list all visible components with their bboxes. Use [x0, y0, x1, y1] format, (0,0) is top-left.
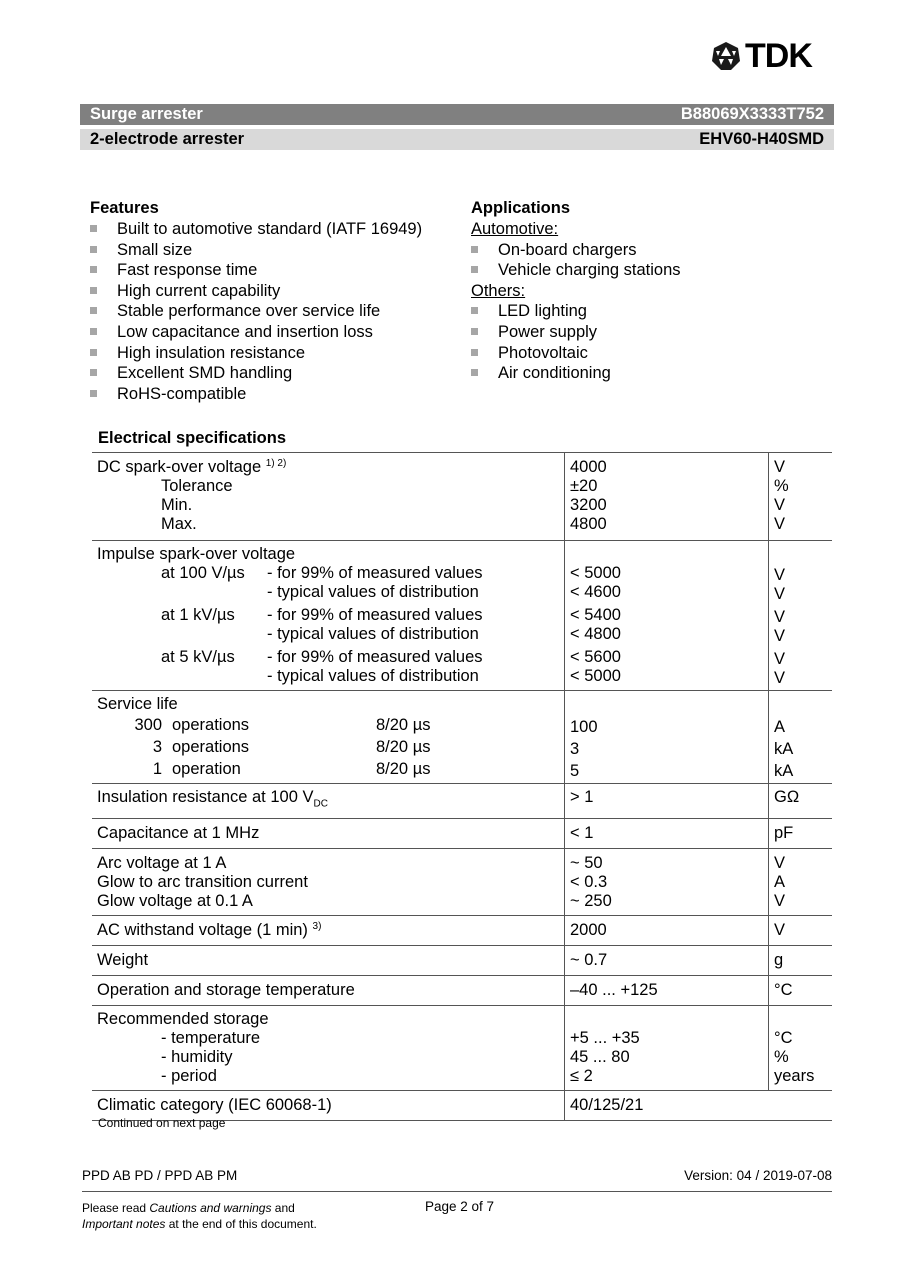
service-count: 3 — [152, 738, 162, 756]
bullet-square-icon — [471, 246, 478, 253]
service-ops: operations — [172, 716, 250, 734]
impulse-row-label — [97, 625, 564, 644]
impulse-value: < 5000 — [570, 667, 621, 685]
service-wave: 8/20 µs — [376, 716, 431, 734]
tdk-logo-icon — [711, 41, 741, 71]
bullet-square-icon — [90, 246, 97, 253]
storage-row-label: - humidity — [161, 1048, 233, 1067]
bullet-square-icon — [90, 328, 97, 335]
storage-label: Recommended storage — [97, 1010, 269, 1029]
dc-max-unit: V — [774, 515, 786, 533]
dc-unit: V — [774, 458, 786, 476]
arc-label: Arc voltage at 1 A — [97, 854, 227, 873]
dc-tolerance-label: Tolerance — [161, 477, 233, 495]
storage-row-label: - period — [161, 1067, 217, 1086]
bullet-square-icon — [90, 287, 97, 294]
bullet-square-icon — [471, 307, 478, 314]
storage-value: 45 ... 80 — [570, 1048, 630, 1067]
footer-note-and: and — [271, 1201, 295, 1215]
service-wave: 8/20 µs — [376, 760, 431, 778]
features-section — [90, 197, 422, 404]
table-row-impulse — [92, 541, 832, 691]
dc-value: 4000 — [570, 458, 607, 476]
impulse-value: < 4600 — [570, 583, 621, 601]
impulse-row-label — [97, 606, 564, 625]
impulse-desc: - typical values of distribution — [267, 625, 479, 643]
impulse-desc: - for 99% of measured values — [267, 564, 483, 582]
feature-item-text: Fast response time — [117, 261, 258, 280]
feature-item — [90, 260, 422, 281]
weight-label: Weight — [92, 946, 565, 976]
weight-value: ~ 0.7 — [565, 946, 769, 976]
service-row-label — [97, 736, 564, 758]
service-row-label — [97, 758, 564, 780]
service-row-label — [97, 714, 564, 736]
footer-note — [82, 1200, 317, 1232]
application-item-text: Power supply — [498, 322, 598, 341]
feature-item — [90, 281, 422, 302]
service-value: 5 — [570, 762, 580, 780]
storage-value: ≤ 2 — [570, 1067, 593, 1086]
bullet-square-icon — [90, 369, 97, 376]
service-unit: kA — [774, 762, 794, 780]
insulation-value: > 1 — [565, 784, 769, 819]
table-row-weight — [92, 946, 832, 976]
impulse-row-label — [97, 648, 564, 667]
impulse-rate: at 100 V/µs — [161, 564, 245, 582]
dc-max-label: Max. — [161, 515, 197, 533]
application-item — [471, 301, 681, 322]
footer-note-post: at the end of this document. — [165, 1217, 317, 1231]
insulation-label: Insulation resistance at 100 V — [97, 788, 314, 806]
impulse-value: < 4800 — [570, 625, 621, 643]
storage-unit: years — [774, 1067, 815, 1086]
bullet-square-icon — [90, 390, 97, 397]
cautions-link: Cautions and warnings — [149, 1201, 272, 1215]
weight-unit: g — [769, 946, 833, 976]
important-notes-link: Important notes — [82, 1217, 166, 1231]
arc-label: Glow voltage at 0.1 A — [97, 892, 253, 911]
application-item — [471, 363, 681, 384]
bullet-square-icon — [90, 349, 97, 356]
application-item — [471, 322, 681, 343]
service-ops: operations — [172, 738, 250, 756]
header-bar-product — [80, 104, 834, 125]
applications-title: Applications — [471, 199, 571, 217]
impulse-value: < 5600 — [570, 648, 621, 666]
feature-item-text: Low capacitance and insertion loss — [117, 322, 373, 341]
tdk-logo — [711, 37, 812, 75]
feature-item — [90, 322, 422, 343]
impulse-desc: - for 99% of measured values — [267, 648, 483, 666]
feature-item-text: High insulation resistance — [117, 343, 306, 362]
storage-row-label: - temperature — [161, 1029, 261, 1048]
impulse-desc: - typical values of distribution — [267, 583, 479, 601]
temp-value: –40 ... +125 — [565, 976, 769, 1006]
temp-label: Operation and storage temperature — [92, 976, 565, 1006]
service-count: 1 — [152, 760, 162, 778]
bullet-square-icon — [90, 266, 97, 273]
feature-item-text: Excellent SMD handling — [117, 364, 293, 383]
bullet-square-icon — [90, 307, 97, 314]
temp-unit: °C — [769, 976, 833, 1006]
arc-label: Glow to arc transition current — [97, 873, 308, 892]
feature-item-text: RoHS-compatible — [117, 384, 247, 403]
automotive-list — [471, 240, 681, 281]
footer-dept: PPD AB PD / PPD AB PM — [82, 1168, 238, 1183]
impulse-unit: V — [774, 585, 786, 603]
impulse-desc: - typical values of distribution — [267, 667, 479, 685]
feature-item — [90, 384, 422, 405]
capacitance-unit: pF — [769, 819, 833, 849]
dc-tolerance-unit: % — [774, 477, 789, 495]
page-number: Page 2 of 7 — [425, 1199, 495, 1214]
impulse-desc: - for 99% of measured values — [267, 606, 483, 624]
impulse-unit: V — [774, 627, 786, 645]
arc-unit: V — [774, 854, 786, 873]
dc-min-value: 3200 — [570, 496, 607, 514]
features-list — [90, 219, 422, 404]
impulse-rate: at 5 kV/µs — [161, 648, 235, 666]
service-unit: A — [774, 718, 786, 736]
service-label: Service life — [97, 695, 178, 713]
service-count: 300 — [134, 716, 162, 734]
arc-value: ~ 250 — [570, 892, 612, 911]
ac-label: AC withstand voltage (1 min) — [97, 921, 308, 940]
specs-title: Electrical specifications — [98, 429, 287, 447]
product-subtype: 2-electrode arrester — [90, 130, 245, 148]
impulse-row-label — [97, 564, 564, 583]
table-row-insulation — [92, 784, 832, 819]
climatic-value: 40/125/21 — [565, 1091, 833, 1121]
arc-value: ~ 50 — [570, 854, 603, 873]
table-row-capacitance — [92, 819, 832, 849]
application-item-text: LED lighting — [498, 302, 587, 321]
header-bar-model — [80, 129, 834, 150]
automotive-label: Automotive: — [471, 220, 559, 238]
bullet-square-icon — [471, 349, 478, 356]
dc-label: DC spark-over voltage — [97, 458, 262, 476]
product-type: Surge arrester — [90, 105, 203, 123]
impulse-value: < 5400 — [570, 606, 621, 624]
footer-note-pre: Please read — [82, 1201, 150, 1215]
application-item — [471, 240, 681, 261]
table-row-temperature — [92, 976, 832, 1006]
service-wave: 8/20 µs — [376, 738, 431, 756]
service-value: 100 — [570, 718, 598, 736]
impulse-value: < 5000 — [570, 564, 621, 582]
model-number: EHV60-H40SMD — [699, 130, 824, 148]
table-row-arc — [92, 849, 832, 916]
part-number: B88069X3333T752 — [680, 105, 824, 123]
application-item-text: Air conditioning — [498, 364, 611, 383]
table-row-storage — [92, 1006, 832, 1091]
arc-value: < 0.3 — [570, 873, 608, 892]
feature-item-text: Stable performance over service life — [117, 302, 381, 321]
feature-item — [90, 219, 422, 240]
impulse-rate: at 1 kV/µs — [161, 606, 235, 624]
application-item — [471, 260, 681, 281]
feature-item-text: Built to automotive standard (IATF 16949) — [117, 220, 423, 238]
feature-item-text: Small size — [117, 240, 193, 259]
insulation-unit: GΩ — [769, 784, 833, 819]
feature-item — [90, 301, 422, 322]
impulse-unit: V — [774, 669, 786, 687]
others-list — [471, 301, 681, 383]
storage-value: +5 ... +35 — [570, 1029, 640, 1048]
impulse-unit: V — [774, 566, 786, 584]
ac-value: 2000 — [565, 916, 769, 946]
application-item-text: On-board chargers — [498, 240, 637, 259]
footer-top — [82, 1168, 832, 1183]
impulse-unit: V — [774, 608, 786, 626]
footer-version: Version: 04 / 2019-07-08 — [684, 1168, 832, 1183]
footer-divider — [82, 1191, 832, 1192]
bullet-square-icon — [90, 225, 97, 232]
table-row-service-life — [92, 691, 832, 784]
continued-note: Continued on next page — [98, 1116, 226, 1130]
table-row-ac — [92, 916, 832, 946]
impulse-label: Impulse spark-over voltage — [97, 545, 296, 563]
specs-table — [92, 452, 832, 1121]
impulse-row-label — [97, 667, 564, 686]
application-item-text: Vehicle charging stations — [498, 261, 681, 280]
impulse-unit: V — [774, 650, 786, 668]
dc-note: 1) 2) — [265, 458, 287, 469]
climatic-label: Climatic category (IEC 60068-1) — [92, 1091, 565, 1121]
applications-section — [471, 197, 681, 384]
dc-tolerance-value: ±20 — [570, 477, 598, 495]
bullet-square-icon — [471, 328, 478, 335]
service-unit: kA — [774, 740, 794, 758]
features-title: Features — [90, 199, 159, 217]
capacitance-label: Capacitance at 1 MHz — [92, 819, 565, 849]
bullet-square-icon — [471, 266, 478, 273]
service-ops: operation — [172, 760, 241, 778]
arc-unit: A — [774, 873, 786, 892]
arc-unit: V — [774, 892, 786, 911]
feature-item — [90, 363, 422, 384]
ac-note: 3) — [312, 921, 322, 933]
insulation-sub: DC — [313, 798, 328, 810]
bullet-square-icon — [471, 369, 478, 376]
dc-min-unit: V — [774, 496, 786, 514]
service-value: 3 — [570, 740, 580, 758]
feature-item-text: High current capability — [117, 281, 281, 300]
dc-min-label: Min. — [161, 496, 193, 514]
storage-unit: °C — [774, 1029, 793, 1048]
storage-unit: % — [774, 1048, 789, 1067]
dc-max-value: 4800 — [570, 515, 607, 533]
feature-item — [90, 343, 422, 364]
application-item-text: Photovoltaic — [498, 343, 588, 362]
others-label: Others: — [471, 281, 526, 300]
impulse-row-label — [97, 583, 564, 602]
table-row-dc — [92, 453, 832, 541]
application-item — [471, 343, 681, 364]
ac-unit: V — [769, 916, 833, 946]
feature-item — [90, 240, 422, 261]
capacitance-value: < 1 — [565, 819, 769, 849]
logo-text: TDK — [745, 37, 812, 75]
